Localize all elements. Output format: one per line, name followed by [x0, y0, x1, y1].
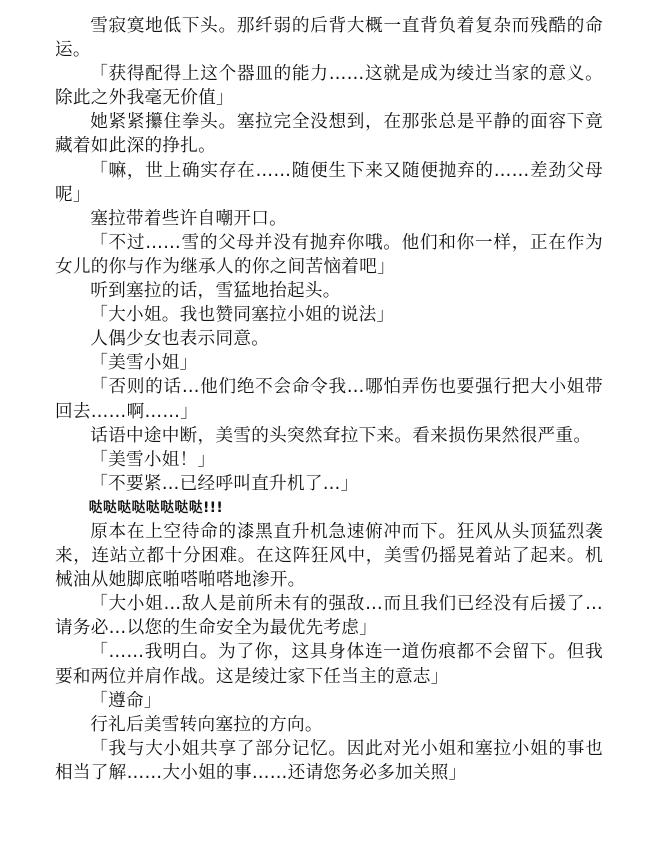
paragraph-dialogue: 「嘛，世上确实存在……随便生下来又随便抛弃的……差劲父母呢」 [55, 160, 603, 205]
paragraph-dialogue: 「大小姐。我也赞同塞拉小姐的说法」 [90, 305, 395, 326]
novel-page [55, 14, 603, 785]
paragraph-narration: 雪寂寞地低下头。那纤弱的后背大概一直背负着复杂而残酷的命运。 [55, 16, 603, 61]
paragraph-dialogue: 「获得配得上这个器皿的能力……这就是成为绫辻当家的意义。除此之外我毫无价值」 [55, 64, 603, 109]
paragraph-sound-effect: 哒哒哒哒哒哒哒哒!!! [88, 499, 224, 516]
paragraph-narration: 行礼后美雪转向塞拉的方向。 [90, 714, 323, 735]
paragraph-narration: 听到塞拉的话，雪猛地抬起头。 [90, 281, 341, 302]
paragraph-dialogue: 「我与大小姐共享了部分记忆。因此对光小姐和塞拉小姐的事也相当了解……大小姐的事……还请您务必多加关照」 [55, 738, 603, 783]
paragraph-dialogue: 「遵命」 [90, 690, 162, 711]
paragraph-narration: 人偶少女也表示同意。 [90, 329, 270, 350]
paragraph-narration: 她紧紧攥住拳头。塞拉完全没想到，在那张总是平静的面容下竟藏着如此深的挣扎。 [55, 112, 603, 157]
paragraph-dialogue: 「否则的话…他们绝不会命令我…哪怕弄伤也要强行把大小姐带回去……啊……」 [55, 377, 603, 422]
paragraph-dialogue: 「不过……雪的父母并没有抛弃你哦。他们和你一样，正在作为女儿的你与作为继承人的你之间苦恼着吧」 [55, 232, 603, 277]
paragraph-narration: 话语中途中断，美雪的头突然耷拉下来。看来损伤果然很严重。 [90, 425, 592, 446]
paragraph-narration: 原本在上空待命的漆黑直升机急速俯冲而下。狂风从头顶猛烈袭来，连站立都十分困难。在这阵狂风中，美雪仍摇晃着站了起来。机械油从她脚底啪嗒啪嗒地渗开。 [55, 521, 603, 591]
paragraph-dialogue: 「大小姐…敌人是前所未有的强敌…而且我们已经没有后援了…请务必…以您的生命安全为最优先考虑」 [55, 594, 603, 639]
paragraph-dialogue: 「不要紧…已经呼叫直升机了…」 [90, 473, 359, 494]
paragraph-dialogue: 「……我明白。为了你，这具身体连一道伤痕都不会留下。但我要和两位并肩作战。这是绫辻家下任当主的意志」 [55, 642, 603, 687]
paragraph-narration: 塞拉带着些许自嘲开口。 [90, 208, 288, 229]
paragraph-dialogue: 「美雪小姐」 [90, 353, 198, 374]
paragraph-dialogue: 「美雪小姐！」 [90, 449, 216, 470]
